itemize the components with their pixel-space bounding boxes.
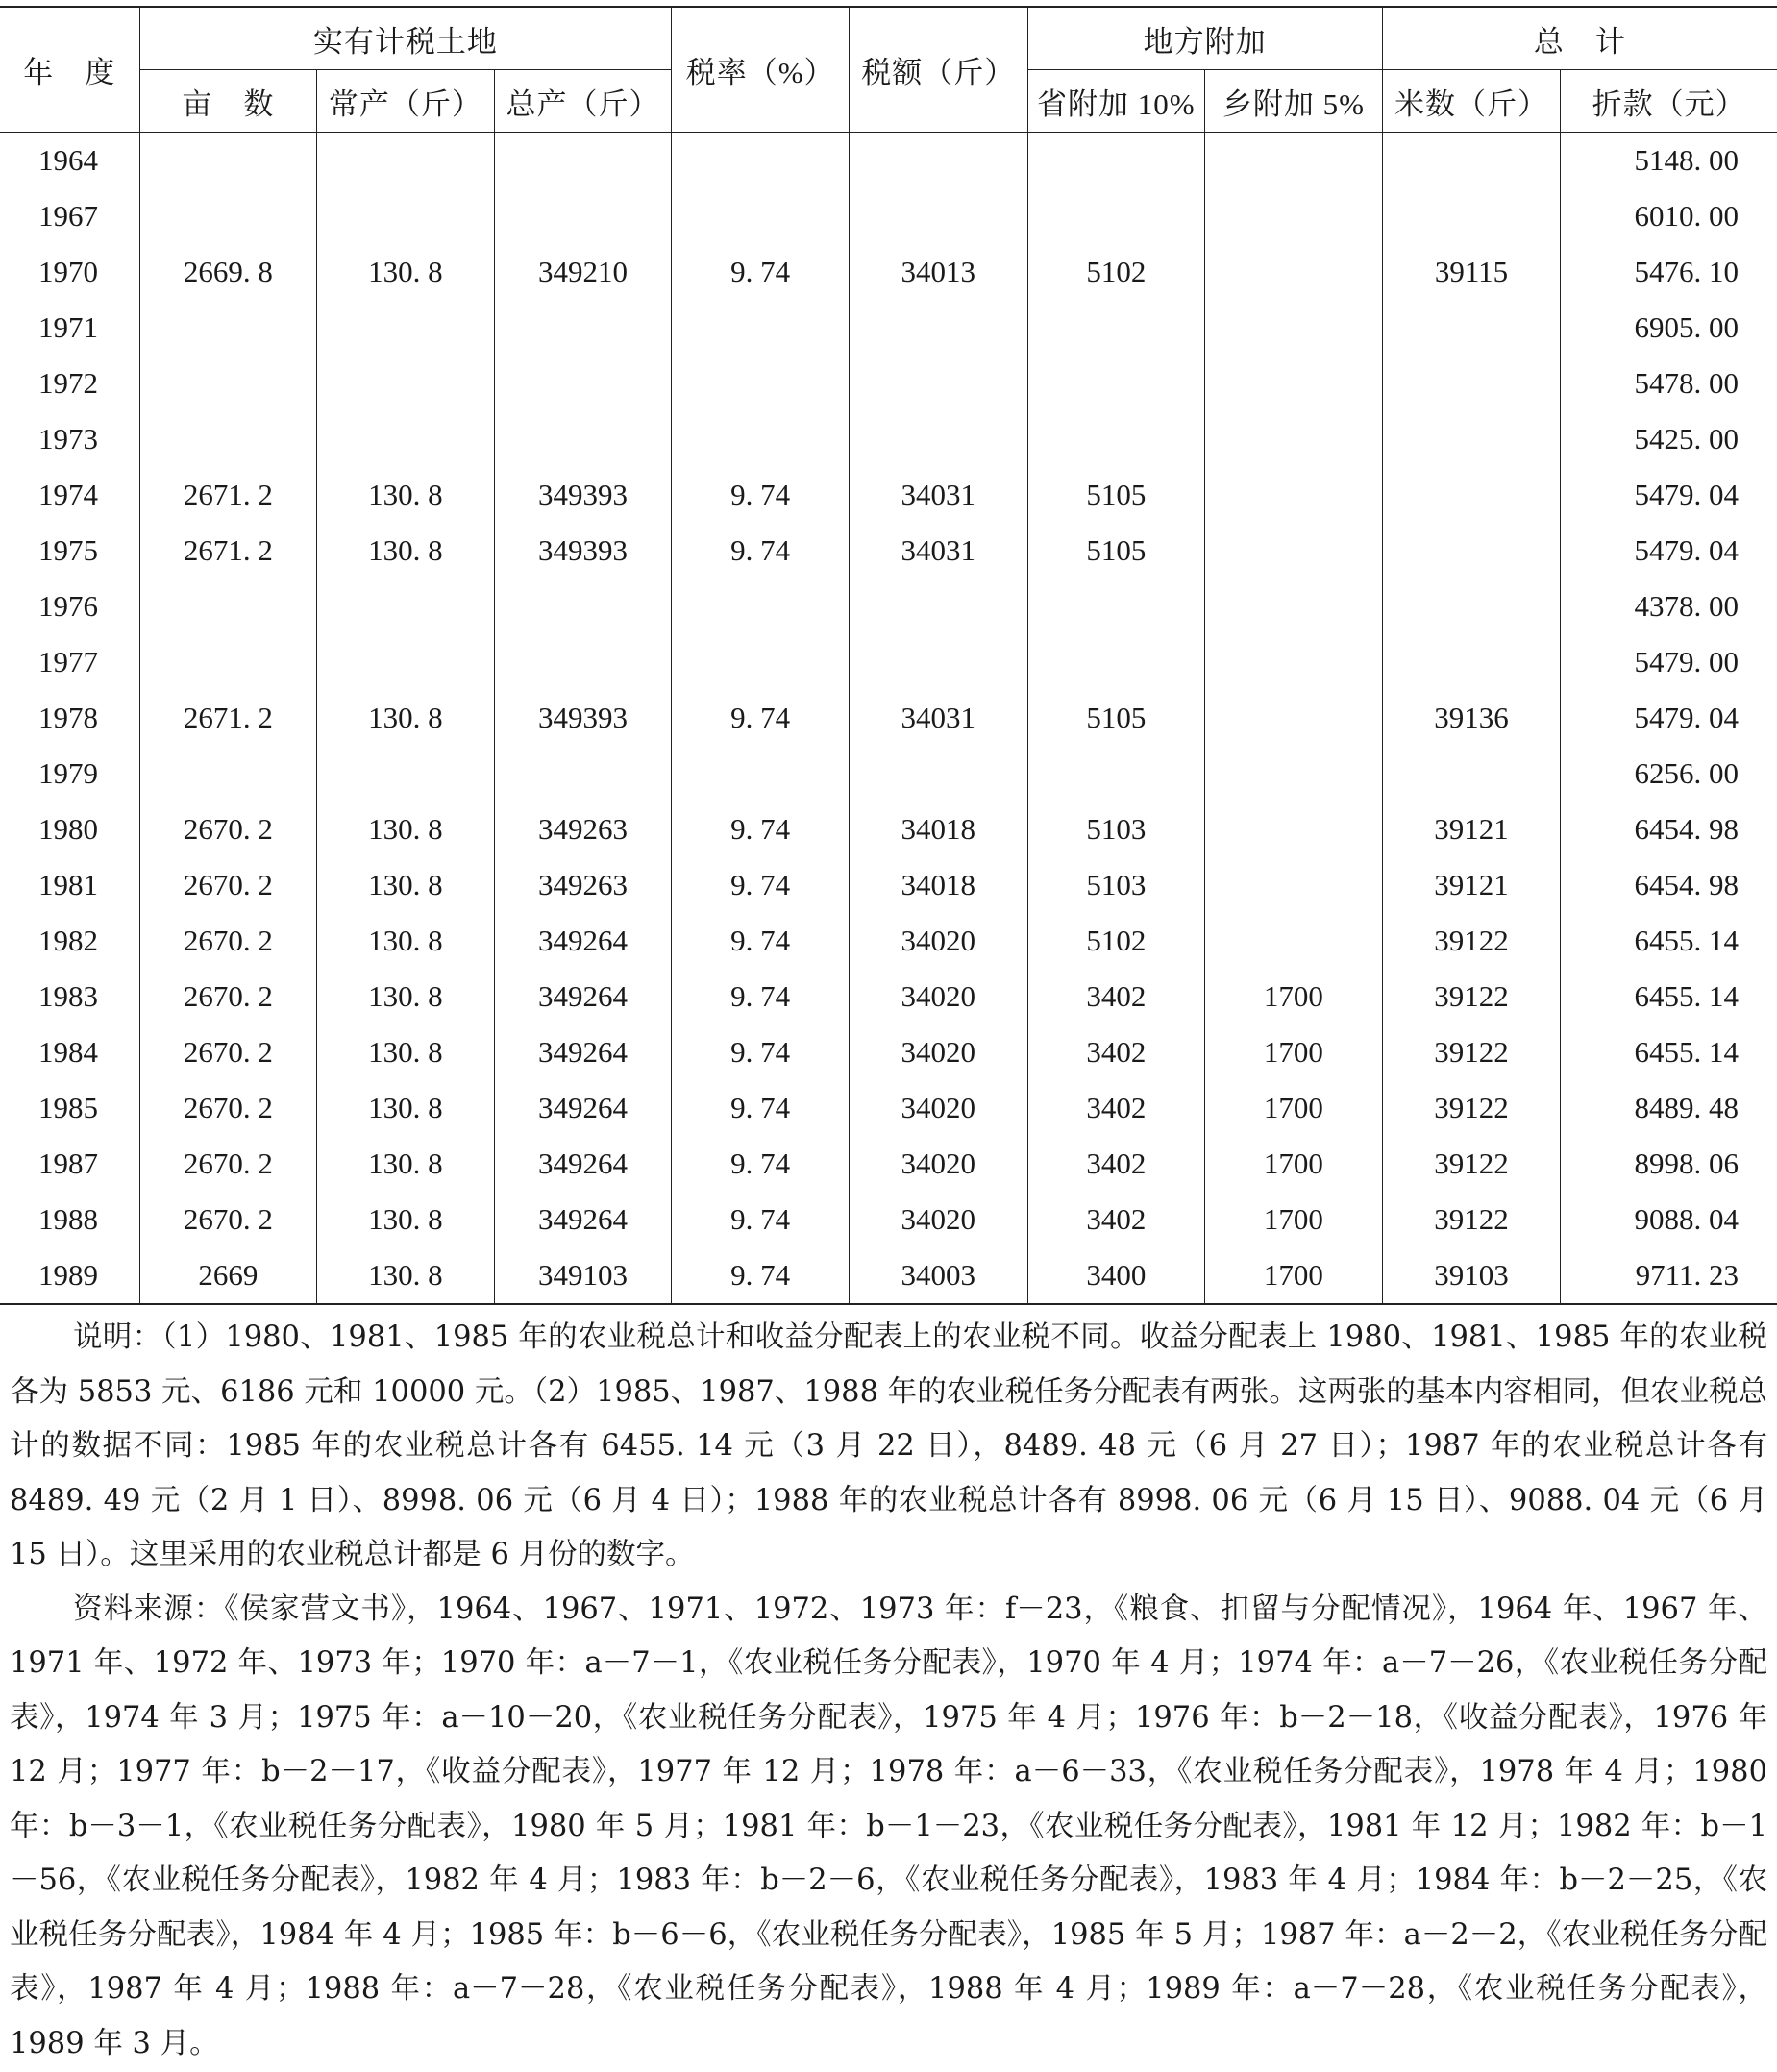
cell-year: 1983	[38, 979, 98, 1013]
cell-mu	[139, 579, 317, 634]
cell-province-surcharge: 5103	[1027, 857, 1205, 913]
cell-total-output: 349264	[494, 1136, 672, 1192]
cell-year: 1978	[38, 701, 98, 734]
cell-tax-rate: 9. 74	[672, 1136, 850, 1192]
header-mu: 亩 数	[139, 70, 317, 133]
cell-tax-amount: 34020	[849, 913, 1027, 969]
cell-mu: 2670. 2	[139, 1080, 317, 1136]
header-land-group: 实有计税土地	[139, 7, 672, 70]
cell-tax-amount	[849, 579, 1027, 634]
agricultural-tax-table	[0, 6, 1777, 1305]
cell-tax-rate: 9. 74	[672, 244, 850, 300]
cell-mu: 2670. 2	[139, 1024, 317, 1080]
cell-total-output: 349393	[494, 467, 672, 523]
cell-total-output: 349264	[494, 1080, 672, 1136]
cell-money-amount: 6455. 14	[1561, 1024, 1777, 1080]
table-row	[0, 411, 1777, 467]
cell-total-output: 349210	[494, 244, 672, 300]
cell-normal-yield	[317, 746, 495, 802]
cell-year: 1976	[38, 589, 98, 623]
header-tax-amount: 税额（斤）	[849, 7, 1027, 133]
cell-tax-amount: 34013	[849, 244, 1027, 300]
cell-rice-amount: 39122	[1382, 1024, 1561, 1080]
table-row	[0, 133, 1777, 189]
table-row	[0, 523, 1777, 579]
cell-normal-yield: 130. 8	[317, 690, 495, 746]
cell-normal-yield: 130. 8	[317, 1192, 495, 1247]
cell-tax-amount: 34020	[849, 1136, 1027, 1192]
cell-mu: 2671. 2	[139, 690, 317, 746]
cell-money-amount: 5478. 00	[1561, 356, 1777, 411]
cell-normal-yield: 130. 8	[317, 1247, 495, 1304]
cell-tax-amount	[849, 634, 1027, 690]
cell-normal-yield: 130. 8	[317, 857, 495, 913]
cell-total-output: 349263	[494, 802, 672, 857]
cell-rice-amount: 39122	[1382, 1192, 1561, 1247]
cell-normal-yield: 130. 8	[317, 969, 495, 1024]
cell-normal-yield	[317, 579, 495, 634]
cell-money-amount: 5479. 04	[1561, 523, 1777, 579]
cell-rice-amount: 39103	[1382, 1247, 1561, 1304]
cell-tax-amount	[849, 133, 1027, 189]
cell-province-surcharge	[1027, 411, 1205, 467]
table-row	[0, 1247, 1777, 1304]
header-township-surcharge: 乡附加 5%	[1205, 70, 1383, 133]
table-body	[0, 133, 1777, 1305]
cell-province-surcharge	[1027, 356, 1205, 411]
cell-rice-amount	[1382, 467, 1561, 523]
cell-tax-amount	[849, 300, 1027, 356]
cell-rice-amount: 39122	[1382, 1136, 1561, 1192]
cell-total-output: 349393	[494, 523, 672, 579]
cell-province-surcharge: 3400	[1027, 1247, 1205, 1304]
cell-province-surcharge: 5102	[1027, 244, 1205, 300]
cell-tax-amount: 34031	[849, 467, 1027, 523]
cell-tax-rate	[672, 300, 850, 356]
cell-mu: 2670. 2	[139, 1192, 317, 1247]
cell-money-amount: 4378. 00	[1561, 579, 1777, 634]
cell-township-surcharge	[1205, 244, 1383, 300]
cell-normal-yield: 130. 8	[317, 467, 495, 523]
cell-province-surcharge: 3402	[1027, 969, 1205, 1024]
cell-normal-yield	[317, 356, 495, 411]
cell-mu	[139, 411, 317, 467]
table-row	[0, 913, 1777, 969]
cell-township-surcharge	[1205, 579, 1383, 634]
cell-normal-yield	[317, 634, 495, 690]
table-row	[0, 1192, 1777, 1247]
table-row	[0, 857, 1777, 913]
cell-year: 1970	[38, 255, 98, 288]
cell-total-output: 349264	[494, 1024, 672, 1080]
cell-total-output	[494, 356, 672, 411]
cell-total-output: 349264	[494, 1192, 672, 1247]
cell-normal-yield: 130. 8	[317, 244, 495, 300]
cell-rice-amount: 39122	[1382, 913, 1561, 969]
cell-normal-yield	[317, 188, 495, 244]
cell-mu: 2671. 2	[139, 467, 317, 523]
cell-township-surcharge: 1700	[1205, 1192, 1383, 1247]
cell-total-output: 349264	[494, 913, 672, 969]
cell-year: 1982	[38, 924, 98, 957]
cell-tax-amount: 34018	[849, 802, 1027, 857]
cell-mu	[139, 300, 317, 356]
cell-township-surcharge	[1205, 634, 1383, 690]
table-row	[0, 634, 1777, 690]
table-row	[0, 467, 1777, 523]
cell-township-surcharge	[1205, 690, 1383, 746]
cell-mu	[139, 746, 317, 802]
cell-total-output	[494, 579, 672, 634]
cell-total-output	[494, 746, 672, 802]
cell-mu: 2670. 2	[139, 802, 317, 857]
cell-province-surcharge: 5102	[1027, 913, 1205, 969]
cell-mu: 2670. 2	[139, 969, 317, 1024]
header-province-surcharge: 省附加 10%	[1027, 70, 1205, 133]
cell-tax-rate: 9. 74	[672, 467, 850, 523]
cell-normal-yield: 130. 8	[317, 802, 495, 857]
cell-township-surcharge	[1205, 133, 1383, 189]
cell-province-surcharge: 5105	[1027, 523, 1205, 579]
table-row	[0, 188, 1777, 244]
header-rice-amount: 米数（斤）	[1382, 70, 1561, 133]
header-total-group: 总 计	[1382, 7, 1777, 70]
cell-tax-rate: 9. 74	[672, 857, 850, 913]
cell-province-surcharge	[1027, 133, 1205, 189]
cell-rice-amount: 39121	[1382, 802, 1561, 857]
table-row	[0, 244, 1777, 300]
cell-township-surcharge: 1700	[1205, 1247, 1383, 1304]
cell-total-output: 349264	[494, 969, 672, 1024]
document-page	[0, 6, 1777, 2071]
cell-money-amount: 9088. 04	[1561, 1192, 1777, 1247]
cell-year: 1973	[38, 422, 98, 456]
cell-tax-amount: 34003	[849, 1247, 1027, 1304]
cell-township-surcharge	[1205, 746, 1383, 802]
cell-year: 1980	[38, 812, 98, 846]
cell-tax-rate	[672, 634, 850, 690]
cell-township-surcharge	[1205, 523, 1383, 579]
cell-normal-yield	[317, 411, 495, 467]
cell-money-amount: 5148. 00	[1561, 133, 1777, 189]
cell-township-surcharge: 1700	[1205, 1024, 1383, 1080]
cell-tax-rate	[672, 356, 850, 411]
cell-year: 1971	[38, 310, 98, 344]
cell-tax-rate: 9. 74	[672, 913, 850, 969]
sources-note: 资料来源：《侯家营文书》，1964、1967、1971、1972、1973 年：f－23，《粮食、扣留与分配情况》，1964 年、1967 年、1971 年、1972 年、1973 年；1970 年：a－7－1，《农业税任务分配表》，1970 年 4 月；1974 年：a－7－26，《农业税任务分配表》，1974 年 3 月；1975 年：a－10－20，《农业税任务分配表》，1975 年 4 月；1976 年：b－2－18，《收益分配表》，1976 年 12 月；1977 年：b－2－17，《收益分配表》，1977 年 12 月；1978 年：a－6－33，《农业税任务分配表》，1978 年 4 月；1980 年：b－3－1，《农业税任务分配表》，1980 年 5 月；1981 年：b－1－23，《农业税任务分配表》，1981 年 12 月；1982 年：b－1－56，《农业税任务分配表》，1982 年 4 月；1983 年：b－2－6，《农业税任务分配表》，1983 年 4 月；1984 年：b－2－25，《农业税任务分配表》，1984 年 4 月；1985 年：b－6－6，《农业税任务分配表》，1985 年 5 月；1987 年：a－2－2，《农业税任务分配表》，1987 年 4 月；1988 年：a－7－28，《农业税任务分配表》，1988 年 4 月；1989 年：a－7－28，《农业税任务分配表》，1989 年 3 月。	[10, 1591, 1767, 2060]
cell-year: 1974	[38, 478, 98, 511]
cell-township-surcharge	[1205, 411, 1383, 467]
cell-tax-rate	[672, 188, 850, 244]
cell-total-output	[494, 188, 672, 244]
table-row	[0, 969, 1777, 1024]
cell-rice-amount	[1382, 746, 1561, 802]
cell-tax-rate	[672, 746, 850, 802]
cell-tax-amount: 34020	[849, 1080, 1027, 1136]
cell-township-surcharge	[1205, 356, 1383, 411]
cell-year: 1981	[38, 868, 98, 901]
cell-rice-amount: 39136	[1382, 690, 1561, 746]
cell-year: 1977	[38, 645, 98, 678]
cell-mu: 2671. 2	[139, 523, 317, 579]
cell-year: 1964	[38, 143, 98, 177]
cell-tax-rate: 9. 74	[672, 1247, 850, 1304]
cell-money-amount: 6454. 98	[1561, 802, 1777, 857]
cell-tax-rate	[672, 133, 850, 189]
cell-township-surcharge	[1205, 300, 1383, 356]
cell-tax-rate: 9. 74	[672, 690, 850, 746]
cell-year: 1988	[38, 1202, 98, 1236]
cell-tax-rate: 9. 74	[672, 523, 850, 579]
cell-money-amount: 8489. 48	[1561, 1080, 1777, 1136]
table-row	[0, 746, 1777, 802]
cell-tax-rate: 9. 74	[672, 1080, 850, 1136]
cell-normal-yield: 130. 8	[317, 913, 495, 969]
cell-rice-amount	[1382, 523, 1561, 579]
cell-year: 1979	[38, 756, 98, 790]
header-normal-yield: 常产（斤）	[317, 70, 495, 133]
cell-rice-amount	[1382, 411, 1561, 467]
cell-province-surcharge: 3402	[1027, 1136, 1205, 1192]
cell-province-surcharge: 5103	[1027, 802, 1205, 857]
cell-province-surcharge: 3402	[1027, 1080, 1205, 1136]
table-row	[0, 300, 1777, 356]
cell-total-output: 349103	[494, 1247, 672, 1304]
cell-tax-amount: 34020	[849, 1192, 1027, 1247]
cell-tax-amount: 34018	[849, 857, 1027, 913]
cell-mu	[139, 133, 317, 189]
cell-township-surcharge	[1205, 857, 1383, 913]
cell-province-surcharge	[1027, 188, 1205, 244]
cell-tax-amount	[849, 411, 1027, 467]
cell-rice-amount	[1382, 579, 1561, 634]
cell-tax-amount	[849, 188, 1027, 244]
cell-mu: 2670. 2	[139, 913, 317, 969]
cell-province-surcharge: 3402	[1027, 1024, 1205, 1080]
cell-money-amount: 6455. 14	[1561, 969, 1777, 1024]
cell-normal-yield: 130. 8	[317, 1080, 495, 1136]
cell-township-surcharge	[1205, 188, 1383, 244]
cell-total-output	[494, 634, 672, 690]
cell-rice-amount	[1382, 188, 1561, 244]
cell-year: 1975	[38, 533, 98, 567]
cell-tax-amount: 34031	[849, 523, 1027, 579]
cell-money-amount: 5479. 04	[1561, 690, 1777, 746]
cell-tax-amount	[849, 746, 1027, 802]
cell-tax-rate	[672, 411, 850, 467]
cell-year: 1967	[38, 199, 98, 233]
cell-money-amount: 6455. 14	[1561, 913, 1777, 969]
cell-normal-yield: 130. 8	[317, 523, 495, 579]
cell-year: 1985	[38, 1091, 98, 1124]
cell-province-surcharge	[1027, 746, 1205, 802]
cell-mu	[139, 356, 317, 411]
cell-money-amount: 5479. 04	[1561, 467, 1777, 523]
cell-province-surcharge	[1027, 634, 1205, 690]
notes-section	[0, 1305, 1777, 2071]
table-row	[0, 1024, 1777, 1080]
cell-rice-amount: 39122	[1382, 1080, 1561, 1136]
cell-money-amount: 8998. 06	[1561, 1136, 1777, 1192]
cell-total-output	[494, 411, 672, 467]
cell-total-output	[494, 300, 672, 356]
header-tax-rate: 税率（%）	[672, 7, 850, 133]
header-total-output: 总产（斤）	[494, 70, 672, 133]
cell-money-amount: 5425. 00	[1561, 411, 1777, 467]
cell-tax-rate	[672, 579, 850, 634]
cell-tax-rate: 9. 74	[672, 802, 850, 857]
table-row	[0, 579, 1777, 634]
cell-province-surcharge	[1027, 300, 1205, 356]
cell-money-amount: 6905. 00	[1561, 300, 1777, 356]
cell-township-surcharge: 1700	[1205, 969, 1383, 1024]
cell-mu	[139, 188, 317, 244]
cell-money-amount: 6256. 00	[1561, 746, 1777, 802]
cell-rice-amount: 39122	[1382, 969, 1561, 1024]
cell-province-surcharge	[1027, 579, 1205, 634]
cell-normal-yield	[317, 300, 495, 356]
cell-province-surcharge: 5105	[1027, 690, 1205, 746]
table-row	[0, 690, 1777, 746]
cell-township-surcharge: 1700	[1205, 1136, 1383, 1192]
cell-rice-amount	[1382, 133, 1561, 189]
table-row	[0, 1136, 1777, 1192]
header-local-surcharge-group: 地方附加	[1027, 7, 1382, 70]
cell-mu	[139, 634, 317, 690]
table-row	[0, 356, 1777, 411]
cell-money-amount: 5479. 00	[1561, 634, 1777, 690]
cell-township-surcharge: 1700	[1205, 1080, 1383, 1136]
table-row	[0, 1080, 1777, 1136]
cell-money-amount: 6454. 98	[1561, 857, 1777, 913]
cell-money-amount: 9711. 23	[1561, 1247, 1777, 1304]
table-header	[0, 7, 1777, 133]
cell-year: 1987	[38, 1147, 98, 1180]
cell-tax-rate: 9. 74	[672, 1024, 850, 1080]
cell-total-output	[494, 133, 672, 189]
cell-year: 1989	[0, 1247, 139, 1304]
cell-mu: 2670. 2	[139, 857, 317, 913]
cell-rice-amount: 39115	[1382, 244, 1561, 300]
cell-normal-yield: 130. 8	[317, 1024, 495, 1080]
cell-normal-yield: 130. 8	[317, 1136, 495, 1192]
cell-money-amount: 5476. 10	[1561, 244, 1777, 300]
cell-township-surcharge	[1205, 467, 1383, 523]
cell-mu: 2669	[139, 1247, 317, 1304]
cell-province-surcharge: 3402	[1027, 1192, 1205, 1247]
cell-tax-amount: 34020	[849, 1024, 1027, 1080]
cell-year: 1984	[38, 1035, 98, 1069]
cell-mu: 2670. 2	[139, 1136, 317, 1192]
header-year: 年 度	[0, 7, 139, 133]
cell-rice-amount	[1382, 356, 1561, 411]
cell-rice-amount	[1382, 300, 1561, 356]
cell-normal-yield	[317, 133, 495, 189]
cell-province-surcharge: 5105	[1027, 467, 1205, 523]
cell-money-amount: 6010. 00	[1561, 188, 1777, 244]
cell-tax-amount: 34031	[849, 690, 1027, 746]
cell-year: 1972	[38, 366, 98, 400]
cell-township-surcharge	[1205, 913, 1383, 969]
cell-rice-amount: 39121	[1382, 857, 1561, 913]
cell-total-output: 349393	[494, 690, 672, 746]
header-money-amount: 折款（元）	[1561, 70, 1777, 133]
cell-mu: 2669. 8	[139, 244, 317, 300]
table-row	[0, 802, 1777, 857]
cell-tax-amount	[849, 356, 1027, 411]
cell-tax-amount: 34020	[849, 969, 1027, 1024]
cell-township-surcharge	[1205, 802, 1383, 857]
explanation-note: 说明：（1）1980、1981、1985 年的农业税总计和收益分配表上的农业税不同。收益分配表上 1980、1981、1985 年的农业税各为 5853 元、6186 元和 10000 元。（2）1985、1987、1988 年的农业税任务分配表有两张。这两张的基本内容相同，但农业税总计的数据不同：1985 年的农业税总计各有 6455. 14 元（3 月 22 日），8489. 48 元（6 月 27 日）；1987 年的农业税总计各有 8489. 49 元（2 月 1 日）、8998. 06 元（6 月 4 日）；1988 年的农业税总计各有 8998. 06 元（6 月 15 日）、9088. 04 元（6 月 15 日）。这里采用的农业税总计都是 6 月份的数字。	[10, 1320, 1767, 1571]
cell-rice-amount	[1382, 634, 1561, 690]
cell-tax-rate: 9. 74	[672, 969, 850, 1024]
cell-tax-rate: 9. 74	[672, 1192, 850, 1247]
cell-total-output: 349263	[494, 857, 672, 913]
